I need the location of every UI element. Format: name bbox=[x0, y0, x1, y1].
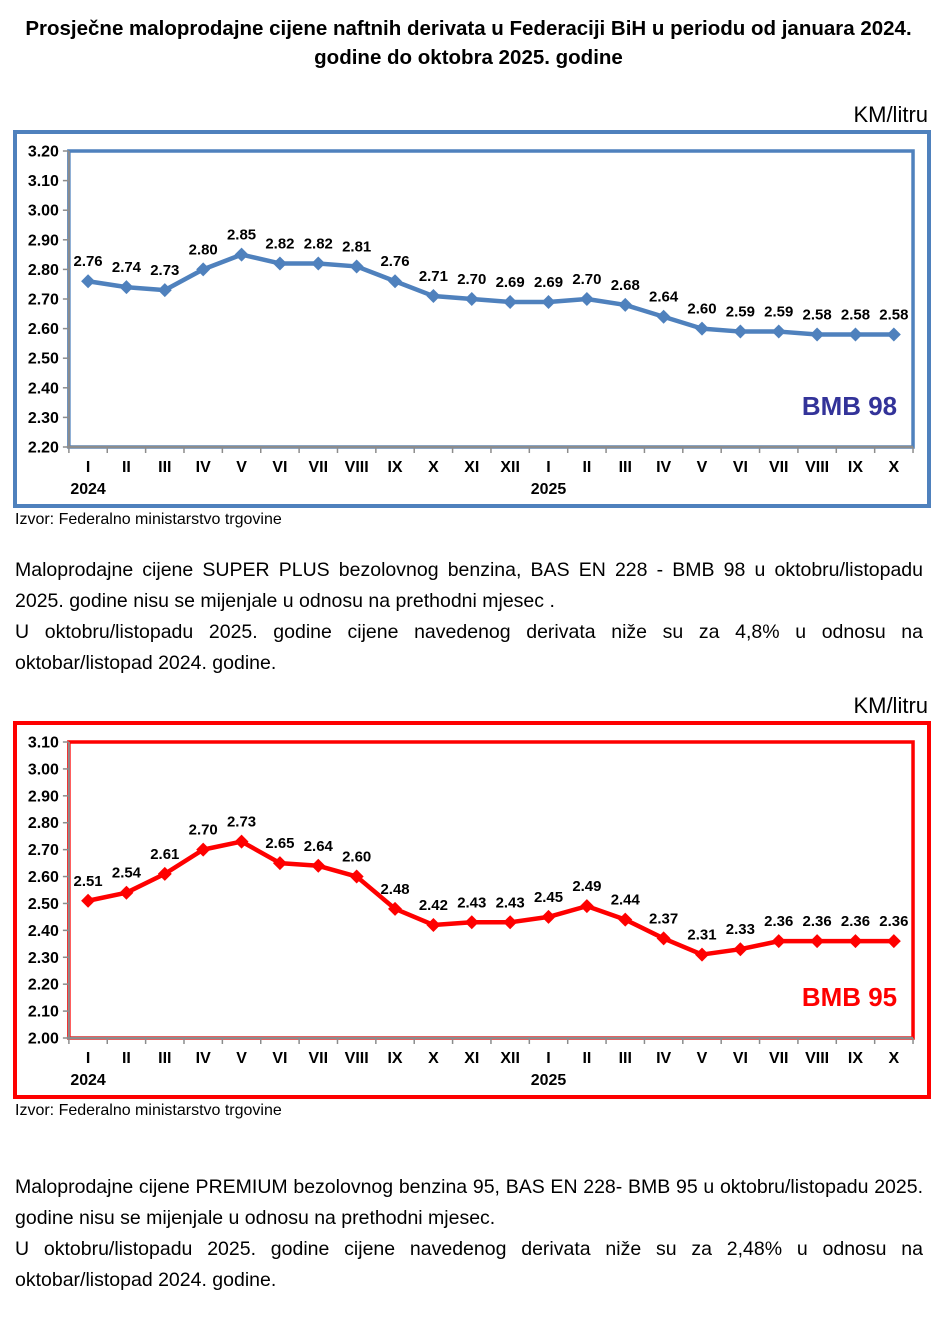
svg-text:2.76: 2.76 bbox=[73, 253, 103, 271]
svg-text:VIII: VIII bbox=[344, 1050, 369, 1068]
svg-text:2024: 2024 bbox=[70, 1072, 106, 1090]
svg-text:3.20: 3.20 bbox=[27, 143, 59, 161]
svg-text:2.70: 2.70 bbox=[572, 271, 602, 289]
svg-text:2.33: 2.33 bbox=[725, 921, 755, 939]
bmb98-commentary-sentence-2: U oktobru/listopadu 2025. godine cijene navedenog derivata niže su za 4,8% u odnosu na oktobar/listopad 2024. godine. bbox=[15, 621, 923, 675]
svg-text:2.49: 2.49 bbox=[572, 878, 602, 896]
svg-text:2.50: 2.50 bbox=[27, 896, 59, 914]
svg-text:2.60: 2.60 bbox=[687, 300, 717, 318]
svg-text:2.58: 2.58 bbox=[879, 306, 909, 324]
svg-text:X: X bbox=[428, 1050, 439, 1068]
svg-text:2.64: 2.64 bbox=[303, 837, 333, 856]
svg-text:2.60: 2.60 bbox=[27, 321, 59, 339]
svg-text:2.20: 2.20 bbox=[27, 976, 59, 994]
svg-text:VII: VII bbox=[768, 459, 789, 477]
svg-text:IV: IV bbox=[656, 1050, 672, 1068]
bmb95-commentary bbox=[15, 1172, 923, 1296]
svg-text:VII: VII bbox=[308, 1050, 329, 1068]
svg-text:2.60: 2.60 bbox=[27, 869, 59, 887]
unit-label-bmb98: KM/litru bbox=[853, 102, 928, 128]
svg-text:XII: XII bbox=[500, 1050, 520, 1068]
svg-text:2.74: 2.74 bbox=[111, 259, 141, 277]
svg-text:2.80: 2.80 bbox=[188, 241, 218, 259]
svg-text:2.61: 2.61 bbox=[150, 846, 180, 864]
svg-text:3.00: 3.00 bbox=[27, 202, 59, 220]
svg-text:III: III bbox=[158, 1050, 172, 1068]
svg-text:2.82: 2.82 bbox=[265, 235, 295, 253]
svg-text:2.69: 2.69 bbox=[533, 274, 564, 292]
svg-text:2.65: 2.65 bbox=[265, 835, 295, 853]
svg-text:2.42: 2.42 bbox=[418, 897, 448, 915]
svg-text:XI: XI bbox=[464, 1050, 480, 1068]
svg-text:2.30: 2.30 bbox=[27, 949, 59, 967]
svg-text:2.36: 2.36 bbox=[802, 913, 832, 931]
svg-text:III: III bbox=[618, 459, 632, 477]
svg-text:BMB 95: BMB 95 bbox=[801, 982, 898, 1013]
svg-text:2.54: 2.54 bbox=[111, 864, 141, 882]
page-title: Prosječne maloprodajne cijene naftnih derivata u Federaciji BiH u periodu od januara 2024. godine do oktobra 2025. godine bbox=[25, 17, 912, 70]
svg-text:III: III bbox=[158, 459, 172, 477]
svg-text:IX: IX bbox=[847, 459, 864, 477]
bmb95-commentary-sentence-2: U oktobru/listopadu 2025. godine cijene navedenog derivata niže su za 2,48% u odnosu na oktobar/listopad 2024. godine. bbox=[15, 1238, 923, 1292]
svg-text:IV: IV bbox=[656, 459, 672, 477]
svg-text:2.36: 2.36 bbox=[764, 913, 794, 931]
svg-text:V: V bbox=[696, 1050, 708, 1068]
svg-text:2.48: 2.48 bbox=[380, 881, 410, 899]
svg-text:III: III bbox=[618, 1050, 632, 1068]
svg-text:2.71: 2.71 bbox=[418, 268, 448, 286]
svg-text:2.70: 2.70 bbox=[188, 821, 218, 839]
svg-text:2.59: 2.59 bbox=[725, 303, 755, 321]
svg-text:3.00: 3.00 bbox=[27, 761, 59, 779]
svg-text:IV: IV bbox=[195, 1050, 211, 1068]
svg-text:V: V bbox=[236, 459, 247, 477]
svg-text:2.58: 2.58 bbox=[840, 306, 871, 324]
bmb98-commentary-sentence-1: Maloprodajne cijene SUPER PLUS bezolovnog benzina, BAS EN 228 - BMB 98 u oktobru/listopadu 2025. godine nisu se mijenjale u odnosu na prethodni mjesec . bbox=[15, 559, 923, 613]
unit-label-bmb95: KM/litru bbox=[853, 693, 928, 719]
svg-text:2.90: 2.90 bbox=[27, 788, 59, 806]
bmb95-commentary-sentence-1: Maloprodajne cijene PREMIUM bezolovnog benzina 95, BAS EN 228- BMB 95 u oktobru/listopadu 2025. godine nisu se mijenjale u odnosu na prethodni mjesec. bbox=[15, 1176, 923, 1230]
svg-text:3.10: 3.10 bbox=[27, 173, 59, 191]
svg-text:IX: IX bbox=[847, 1050, 864, 1068]
svg-text:IX: IX bbox=[387, 1050, 403, 1068]
svg-text:2.50: 2.50 bbox=[27, 350, 59, 368]
svg-text:2.68: 2.68 bbox=[610, 277, 640, 295]
svg-text:X: X bbox=[888, 1050, 900, 1068]
svg-text:VI: VI bbox=[732, 1050, 748, 1068]
svg-text:2.51: 2.51 bbox=[73, 872, 103, 890]
svg-text:VI: VI bbox=[732, 459, 748, 477]
svg-text:XI: XI bbox=[464, 459, 480, 477]
svg-text:2.85: 2.85 bbox=[226, 226, 257, 244]
bmb98-line-chart bbox=[17, 134, 927, 504]
svg-text:VII: VII bbox=[308, 459, 329, 477]
svg-text:X: X bbox=[888, 459, 900, 477]
svg-text:II: II bbox=[582, 459, 592, 477]
svg-text:2.40: 2.40 bbox=[27, 923, 59, 941]
svg-text:2.70: 2.70 bbox=[27, 842, 59, 860]
svg-text:2.64: 2.64 bbox=[649, 288, 679, 306]
svg-text:I: I bbox=[85, 459, 91, 477]
svg-text:2025: 2025 bbox=[530, 1072, 567, 1090]
svg-text:BMB 98: BMB 98 bbox=[801, 391, 898, 422]
svg-text:VIII: VIII bbox=[805, 459, 830, 477]
svg-text:2.40: 2.40 bbox=[27, 380, 59, 398]
svg-text:V: V bbox=[696, 459, 708, 477]
svg-text:VI: VI bbox=[272, 1050, 288, 1068]
svg-text:2.43: 2.43 bbox=[457, 894, 487, 912]
bmb95-line-chart bbox=[17, 725, 927, 1095]
svg-text:VIII: VIII bbox=[344, 459, 369, 477]
svg-text:2.59: 2.59 bbox=[764, 303, 794, 321]
bmb95-source-caption: Izvor: Federalno ministarstvo trgovine bbox=[15, 1102, 282, 1120]
svg-text:2.73: 2.73 bbox=[226, 813, 257, 831]
bmb98-commentary bbox=[15, 555, 923, 679]
svg-text:2.58: 2.58 bbox=[802, 306, 832, 324]
svg-text:2.43: 2.43 bbox=[495, 894, 525, 912]
svg-text:XII: XII bbox=[500, 459, 520, 477]
svg-text:2025: 2025 bbox=[530, 481, 567, 499]
svg-text:2.60: 2.60 bbox=[342, 848, 372, 866]
svg-text:VI: VI bbox=[272, 459, 288, 477]
svg-text:I: I bbox=[546, 1050, 551, 1068]
svg-text:2.90: 2.90 bbox=[27, 232, 59, 250]
bmb95-chart-frame bbox=[13, 721, 931, 1099]
svg-text:II: II bbox=[122, 459, 131, 477]
svg-text:II: II bbox=[582, 1050, 592, 1068]
svg-text:2.10: 2.10 bbox=[27, 1003, 59, 1021]
svg-text:IV: IV bbox=[195, 459, 211, 477]
svg-text:2.70: 2.70 bbox=[27, 291, 59, 309]
svg-text:2.31: 2.31 bbox=[687, 926, 717, 944]
svg-text:2.69: 2.69 bbox=[495, 274, 525, 292]
svg-text:2.20: 2.20 bbox=[27, 439, 59, 457]
svg-text:2.81: 2.81 bbox=[342, 238, 372, 256]
svg-text:3.10: 3.10 bbox=[27, 734, 59, 752]
svg-text:2024: 2024 bbox=[70, 481, 106, 499]
bmb98-chart-frame bbox=[13, 130, 931, 508]
svg-text:2.45: 2.45 bbox=[533, 889, 564, 907]
svg-text:2.30: 2.30 bbox=[27, 410, 59, 428]
svg-text:2.76: 2.76 bbox=[380, 253, 410, 271]
svg-text:2.80: 2.80 bbox=[27, 262, 59, 280]
svg-text:II: II bbox=[122, 1050, 131, 1068]
svg-text:2.82: 2.82 bbox=[303, 235, 333, 253]
svg-text:I: I bbox=[85, 1050, 91, 1068]
svg-text:2.70: 2.70 bbox=[457, 271, 487, 289]
bmb98-source-caption: Izvor: Federalno ministarstvo trgovine bbox=[15, 511, 282, 529]
svg-text:2.36: 2.36 bbox=[879, 913, 909, 931]
svg-text:IX: IX bbox=[387, 459, 403, 477]
svg-text:VIII: VIII bbox=[805, 1050, 830, 1068]
svg-text:2.00: 2.00 bbox=[27, 1030, 59, 1048]
svg-text:2.37: 2.37 bbox=[649, 910, 679, 928]
svg-text:2.36: 2.36 bbox=[840, 913, 871, 931]
svg-text:I: I bbox=[546, 459, 551, 477]
svg-text:V: V bbox=[236, 1050, 247, 1068]
svg-text:2.80: 2.80 bbox=[27, 815, 59, 833]
svg-text:X: X bbox=[428, 459, 439, 477]
svg-text:2.73: 2.73 bbox=[150, 262, 180, 280]
svg-text:VII: VII bbox=[768, 1050, 789, 1068]
svg-text:2.44: 2.44 bbox=[610, 891, 640, 909]
